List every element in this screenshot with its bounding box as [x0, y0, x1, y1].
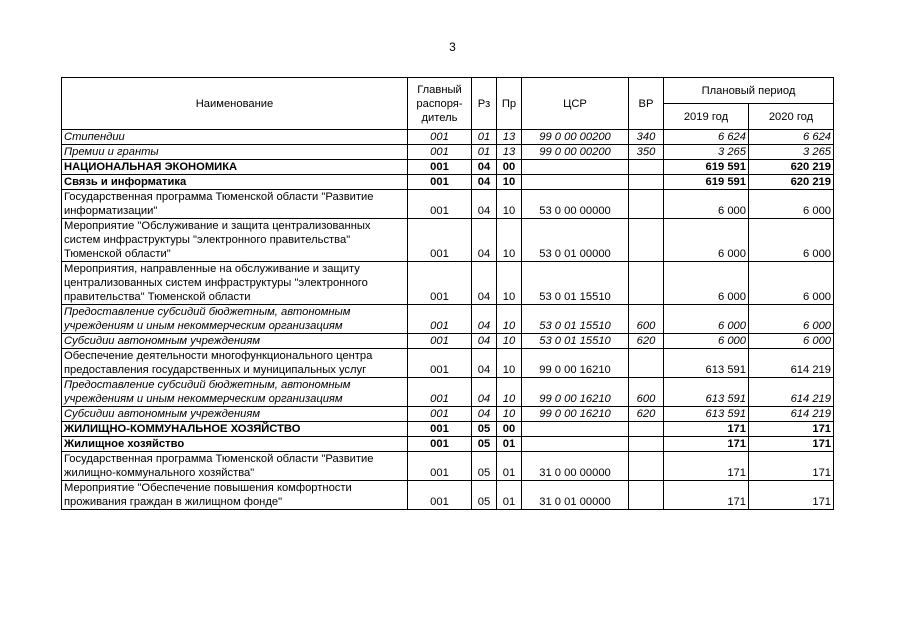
cell-vr [629, 175, 664, 190]
cell-y2020: 6 000 [749, 219, 834, 262]
header-vr: ВР [629, 78, 664, 130]
cell-vr [629, 190, 664, 219]
cell-chief: 001 [408, 349, 472, 378]
cell-vr [629, 349, 664, 378]
cell-y2019: 6 000 [664, 219, 749, 262]
budget-table [61, 77, 834, 510]
cell-rz: 01 [472, 130, 497, 145]
cell-y2019: 613 591 [664, 349, 749, 378]
cell-pr: 10 [497, 349, 522, 378]
cell-vr: 340 [629, 130, 664, 145]
header-pr: Пр [497, 78, 522, 130]
cell-y2019: 3 265 [664, 145, 749, 160]
cell-name: Государственная программа Тюменской области "Развитие информатизации" [62, 190, 408, 219]
cell-vr: 600 [629, 378, 664, 407]
table-row [62, 130, 834, 145]
header-rz: Рз [472, 78, 497, 130]
table-row [62, 452, 834, 481]
cell-chief: 001 [408, 190, 472, 219]
cell-csr: 99 0 00 00200 [522, 130, 629, 145]
cell-name: Мероприятия, направленные на обслуживание и защиту централизованных систем инфраструктуры "электронного правительства" Тюменской области [62, 262, 408, 305]
cell-y2019: 6 000 [664, 305, 749, 334]
cell-csr: 53 0 01 00000 [522, 219, 629, 262]
cell-chief: 001 [408, 452, 472, 481]
cell-vr: 620 [629, 407, 664, 422]
cell-y2019: 6 000 [664, 262, 749, 305]
cell-csr: 99 0 00 16210 [522, 349, 629, 378]
cell-y2019: 613 591 [664, 407, 749, 422]
cell-y2020: 620 219 [749, 175, 834, 190]
cell-csr: 53 0 01 15510 [522, 305, 629, 334]
table-row [62, 145, 834, 160]
cell-y2020: 171 [749, 437, 834, 452]
cell-csr: 31 0 00 00000 [522, 452, 629, 481]
cell-chief: 001 [408, 160, 472, 175]
header-2019: 2019 год [664, 104, 749, 130]
cell-csr: 53 0 01 15510 [522, 334, 629, 349]
cell-rz: 04 [472, 175, 497, 190]
cell-y2020: 6 624 [749, 130, 834, 145]
cell-name: Мероприятие "Обслуживание и защита централизованных систем инфраструктуры "электронного правительства" Тюменской области" [62, 219, 408, 262]
table-row [62, 334, 834, 349]
table-row [62, 422, 834, 437]
table-row [62, 378, 834, 407]
cell-chief: 001 [408, 145, 472, 160]
cell-y2019: 171 [664, 437, 749, 452]
cell-y2019: 613 591 [664, 378, 749, 407]
cell-y2019: 619 591 [664, 175, 749, 190]
cell-rz: 05 [472, 422, 497, 437]
header-2020: 2020 год [749, 104, 834, 130]
cell-pr: 01 [497, 437, 522, 452]
table-row [62, 305, 834, 334]
table-row [62, 262, 834, 305]
cell-name: Связь и информатика [62, 175, 408, 190]
cell-chief: 001 [408, 481, 472, 510]
cell-pr: 01 [497, 481, 522, 510]
cell-csr [522, 175, 629, 190]
cell-chief: 001 [408, 219, 472, 262]
cell-chief: 001 [408, 422, 472, 437]
cell-pr: 00 [497, 160, 522, 175]
cell-chief: 001 [408, 305, 472, 334]
cell-chief: 001 [408, 262, 472, 305]
cell-name: Мероприятие "Обеспечение повышения комфортности проживания граждан в жилищном фонде" [62, 481, 408, 510]
cell-y2020: 614 219 [749, 349, 834, 378]
cell-name: Государственная программа Тюменской области "Развитие жилищно-коммунального хозяйства" [62, 452, 408, 481]
cell-y2020: 6 000 [749, 334, 834, 349]
table-row [62, 407, 834, 422]
cell-y2019: 6 000 [664, 190, 749, 219]
cell-vr [629, 262, 664, 305]
cell-pr: 10 [497, 175, 522, 190]
table-row [62, 481, 834, 510]
cell-name: ЖИЛИЩНО-КОММУНАЛЬНОЕ ХОЗЯЙСТВО [62, 422, 408, 437]
cell-vr [629, 452, 664, 481]
header-chief: Главный распоря-дитель [408, 78, 472, 130]
cell-csr: 99 0 00 00200 [522, 145, 629, 160]
cell-vr [629, 437, 664, 452]
cell-name: НАЦИОНАЛЬНАЯ ЭКОНОМИКА [62, 160, 408, 175]
cell-pr: 00 [497, 422, 522, 437]
table-row [62, 437, 834, 452]
cell-rz: 01 [472, 145, 497, 160]
cell-name: Премии и гранты [62, 145, 408, 160]
cell-rz: 04 [472, 219, 497, 262]
cell-y2020: 614 219 [749, 407, 834, 422]
cell-csr [522, 160, 629, 175]
cell-chief: 001 [408, 437, 472, 452]
cell-y2020: 620 219 [749, 160, 834, 175]
cell-csr: 53 0 01 15510 [522, 262, 629, 305]
cell-vr: 620 [629, 334, 664, 349]
cell-rz: 05 [472, 452, 497, 481]
cell-vr: 600 [629, 305, 664, 334]
cell-pr: 10 [497, 305, 522, 334]
cell-rz: 04 [472, 160, 497, 175]
cell-csr [522, 437, 629, 452]
header-name: Наименование [62, 78, 408, 130]
cell-pr: 10 [497, 190, 522, 219]
cell-name: Жилищное хозяйство [62, 437, 408, 452]
table-row [62, 219, 834, 262]
cell-y2019: 171 [664, 452, 749, 481]
cell-y2020: 3 265 [749, 145, 834, 160]
cell-rz: 04 [472, 305, 497, 334]
cell-y2020: 6 000 [749, 305, 834, 334]
cell-name: Обеспечение деятельности многофункционального центра предоставления государственных и муниципальных услуг [62, 349, 408, 378]
cell-y2019: 171 [664, 481, 749, 510]
table-body [62, 130, 834, 510]
cell-pr: 10 [497, 407, 522, 422]
header-csr: ЦСР [522, 78, 629, 130]
cell-name: Предоставление субсидий бюджетным, автономным учреждениям и иным некоммерческим организациям [62, 305, 408, 334]
cell-csr: 99 0 00 16210 [522, 378, 629, 407]
cell-name: Субсидии автономным учреждениям [62, 334, 408, 349]
cell-csr: 31 0 01 00000 [522, 481, 629, 510]
cell-y2019: 171 [664, 422, 749, 437]
cell-pr: 10 [497, 219, 522, 262]
cell-pr: 10 [497, 378, 522, 407]
cell-y2020: 171 [749, 481, 834, 510]
cell-chief: 001 [408, 175, 472, 190]
cell-chief: 001 [408, 130, 472, 145]
cell-rz: 04 [472, 349, 497, 378]
cell-rz: 04 [472, 190, 497, 219]
cell-chief: 001 [408, 407, 472, 422]
header-period: Плановый период [664, 78, 834, 104]
cell-vr [629, 219, 664, 262]
cell-rz: 04 [472, 334, 497, 349]
cell-vr [629, 422, 664, 437]
page-number: 3 [449, 40, 456, 54]
cell-csr [522, 422, 629, 437]
cell-y2019: 6 624 [664, 130, 749, 145]
cell-y2020: 171 [749, 422, 834, 437]
cell-rz: 05 [472, 481, 497, 510]
cell-chief: 001 [408, 334, 472, 349]
cell-vr [629, 481, 664, 510]
cell-vr [629, 160, 664, 175]
cell-pr: 10 [497, 262, 522, 305]
table-row [62, 190, 834, 219]
cell-rz: 04 [472, 262, 497, 305]
table-row [62, 160, 834, 175]
cell-vr: 350 [629, 145, 664, 160]
cell-rz: 04 [472, 407, 497, 422]
cell-pr: 13 [497, 130, 522, 145]
table-row [62, 175, 834, 190]
cell-rz: 04 [472, 378, 497, 407]
cell-y2019: 619 591 [664, 160, 749, 175]
cell-y2020: 6 000 [749, 262, 834, 305]
cell-pr: 01 [497, 452, 522, 481]
cell-name: Субсидии автономным учреждениям [62, 407, 408, 422]
cell-rz: 05 [472, 437, 497, 452]
cell-csr: 99 0 00 16210 [522, 407, 629, 422]
cell-name: Стипендии [62, 130, 408, 145]
table-row [62, 349, 834, 378]
cell-y2020: 614 219 [749, 378, 834, 407]
cell-y2019: 6 000 [664, 334, 749, 349]
cell-chief: 001 [408, 378, 472, 407]
cell-y2020: 171 [749, 452, 834, 481]
cell-pr: 10 [497, 334, 522, 349]
cell-csr: 53 0 00 00000 [522, 190, 629, 219]
cell-y2020: 6 000 [749, 190, 834, 219]
cell-name: Предоставление субсидий бюджетным, автономным учреждениям и иным некоммерческим организациям [62, 378, 408, 407]
cell-pr: 13 [497, 145, 522, 160]
